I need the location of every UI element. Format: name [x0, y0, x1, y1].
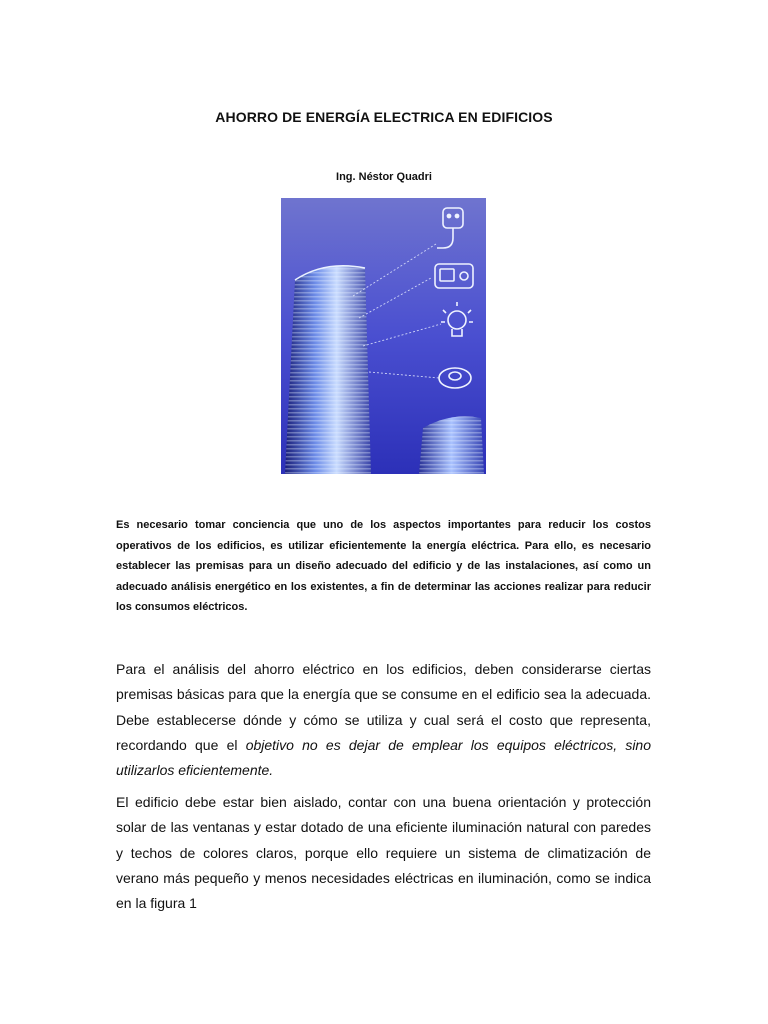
body-paragraph-2: El edificio debe estar bien aislado, contar con una buena orientación y protección solar de las ventanas y estar dotado de una eficiente iluminación natural con paredes y techos de colores claros, porque ello requiere un sistema de climatización de verano más pequeño y menos necesidades eléctricas en iluminación, como se indica en la figura 1	[116, 794, 651, 912]
body-paragraph-1	[116, 657, 651, 783]
secondary-tower	[419, 416, 484, 474]
document-title: AHORRO DE ENERGÍA ELECTRICA EN EDIFICIOS	[215, 109, 553, 125]
main-tower	[285, 266, 371, 474]
building-energy-figure	[281, 198, 486, 474]
body-paragraph-1-emphasis: objetivo no es dejar de emplear los equipos eléctricos, sino utilizarlos eficientemente.	[116, 736, 651, 779]
document-author: Ing. Néstor Quadri	[336, 171, 432, 183]
body-paragraph-1-text: Para el análisis del ahorro eléctrico en los edificios, deben considerarse ciertas premisas básicas para que la energía que se consume en el edificio sea la adecuada. Debe establecerse dónde y cómo se utiliza y cual será el costo que representa, recordando que el	[116, 661, 651, 753]
abstract-paragraph: Es necesario tomar conciencia que uno de los aspectos importantes para reducir los costos operativos de los edificios, es utilizar eficientemente la energía eléctrica. Para ello, es necesario establecer las premisas para un diseño adecuado del edificio y de las instalaciones, así como un adecuado análisis energético en los existentes, a fin de determinar las acciones realizar para reducir los consumos eléctricos.	[116, 519, 651, 614]
